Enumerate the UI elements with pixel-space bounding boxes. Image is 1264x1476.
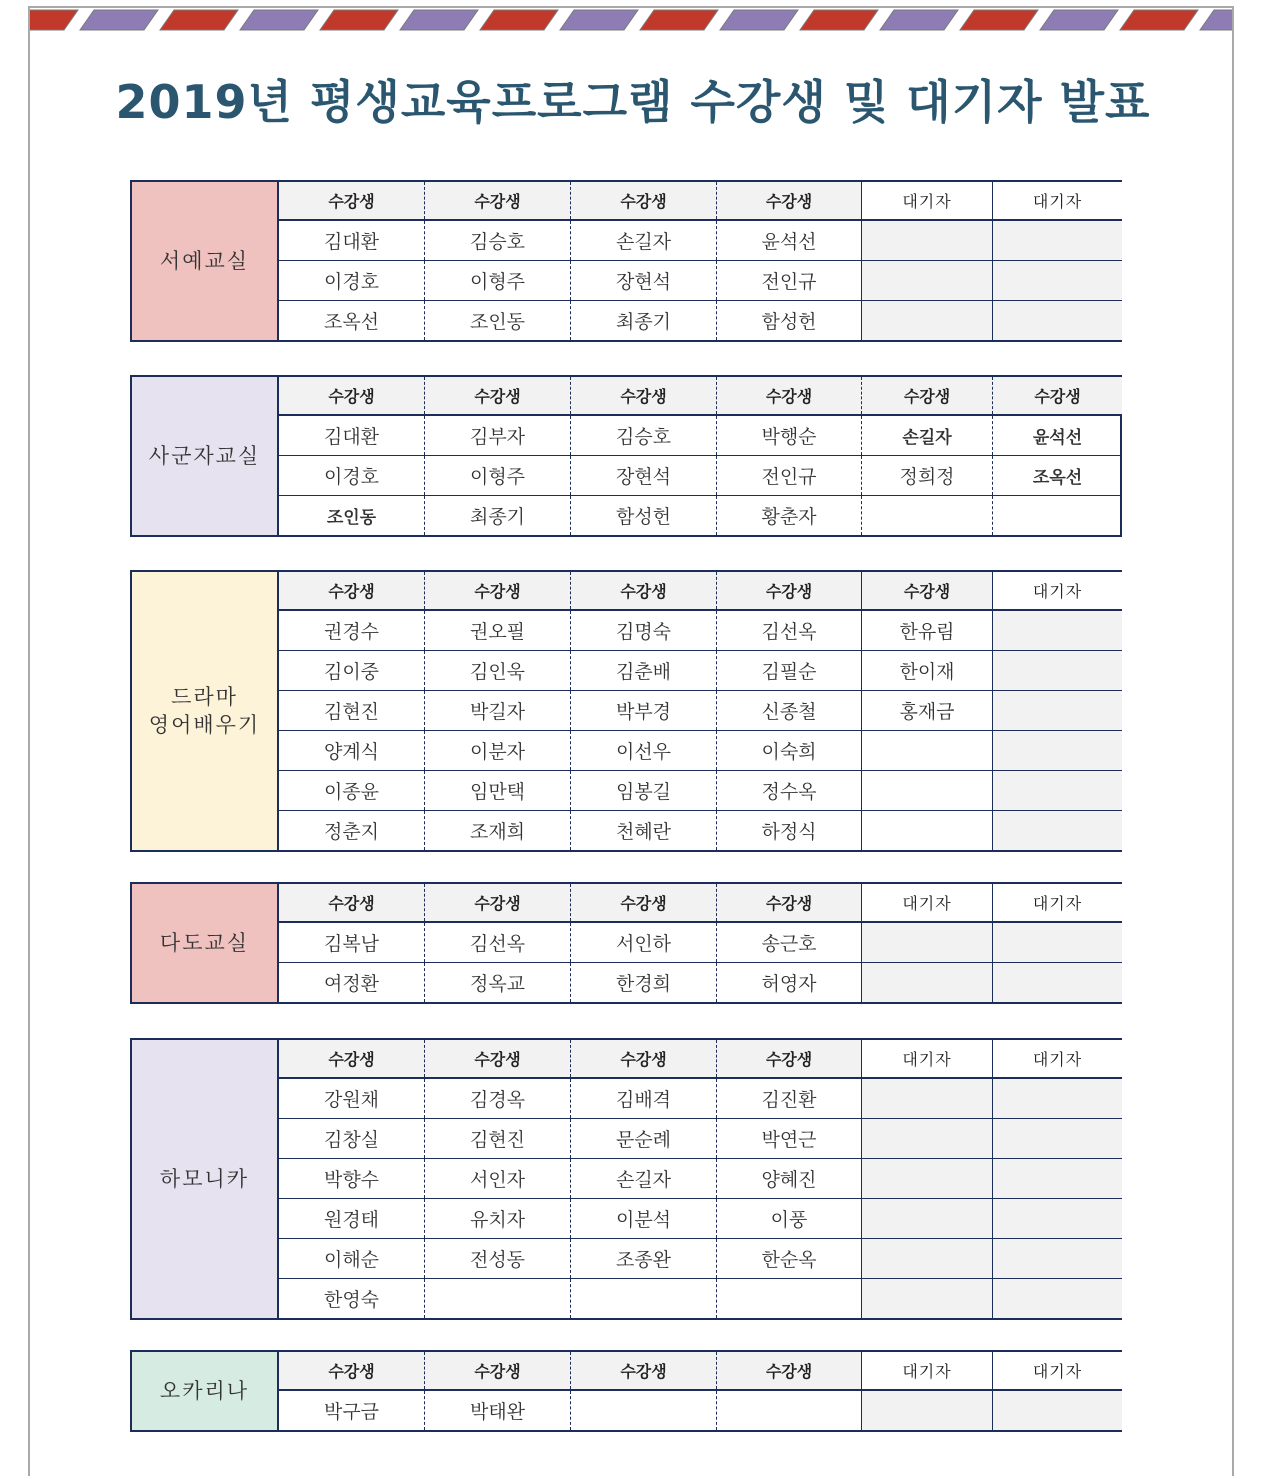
student-name-cell: 장현석 <box>571 456 717 495</box>
student-name-cell <box>862 811 993 850</box>
student-name-cell: 하정식 <box>717 811 862 850</box>
waitlist-column-header: 대기자 <box>862 1040 993 1077</box>
waitlist-cell <box>993 1119 1122 1158</box>
student-column-header: 수강생 <box>279 1352 425 1389</box>
student-column-header: 수강생 <box>425 182 571 219</box>
student-column-header: 수강생 <box>571 1352 717 1389</box>
student-name-cell: 윤석선 <box>1032 428 1083 448</box>
student-column-header: 수강생 <box>571 377 717 414</box>
student-name-cell: 김승호 <box>571 416 717 455</box>
student-name-cell: 김경옥 <box>425 1079 571 1118</box>
stripe-segment <box>480 10 558 30</box>
table-row <box>279 690 1122 730</box>
student-name-cell: 정옥교 <box>425 963 571 1002</box>
waitlist-cell <box>993 1279 1122 1318</box>
student-name-cell <box>425 1279 571 1318</box>
student-column-header: 수강생 <box>279 182 425 219</box>
student-name-cell: 이분자 <box>425 731 571 770</box>
waitlist-cell <box>862 1079 993 1118</box>
student-name-cell: 이숙희 <box>717 731 862 770</box>
stripe-segment <box>800 10 878 30</box>
student-name-cell: 정수옥 <box>717 771 862 810</box>
student-column-header: 수강생 <box>425 884 571 921</box>
waitlist-cell <box>862 1119 993 1158</box>
student-name-cell: 김대환 <box>279 221 425 260</box>
student-name-cell: 정춘지 <box>279 811 425 850</box>
student-column-header: 수강생 <box>571 182 717 219</box>
student-name-cell: 김배격 <box>571 1079 717 1118</box>
waitlist-cell <box>993 1079 1122 1118</box>
class-name-label: 오카리나 <box>132 1352 279 1430</box>
student-name-cell: 이형주 <box>425 456 571 495</box>
waitlist-cell <box>862 221 993 260</box>
waitlist-cell <box>993 811 1122 850</box>
table-row <box>279 650 1122 690</box>
student-column-header: 수강생 <box>862 377 993 414</box>
waitlist-cell <box>993 261 1122 300</box>
stripe-segment <box>30 10 78 30</box>
student-name-cell: 이경호 <box>279 456 425 495</box>
stripe-segment <box>400 10 478 30</box>
student-name-cell: 김인욱 <box>425 651 571 690</box>
waitlist-cell <box>993 963 1122 1002</box>
waitlist-column-header: 대기자 <box>993 1352 1122 1389</box>
student-name-cell: 김승호 <box>425 221 571 260</box>
student-name-cell: 김명숙 <box>571 611 717 650</box>
stripe-segment <box>880 10 958 30</box>
student-name-cell: 장현석 <box>571 261 717 300</box>
student-name-cell <box>717 1279 862 1318</box>
student-name-cell: 전성동 <box>425 1239 571 1278</box>
student-name-cell: 최종기 <box>425 496 571 535</box>
student-name-cell: 김현진 <box>279 691 425 730</box>
class-name-label: 다도교실 <box>132 884 279 1002</box>
student-column-header: 수강생 <box>279 1040 425 1077</box>
table-row <box>279 770 1122 810</box>
student-column-header: 수강생 <box>279 884 425 921</box>
student-name-cell: 전인규 <box>717 261 862 300</box>
student-name-cell: 한경희 <box>571 963 717 1002</box>
student-name-cell: 박길자 <box>425 691 571 730</box>
student-name-cell: 조옥선 <box>279 301 425 340</box>
student-name-cell: 이선우 <box>571 731 717 770</box>
student-name-cell: 한유림 <box>862 611 993 650</box>
waitlist-column-header: 대기자 <box>993 572 1122 609</box>
student-column-header: 수강생 <box>425 572 571 609</box>
stripe-segment <box>560 10 638 30</box>
waitlist-cell <box>993 691 1122 730</box>
student-name-cell: 한이재 <box>862 651 993 690</box>
student-name-cell: 김부자 <box>425 416 571 455</box>
class-table-section <box>130 1350 1122 1432</box>
student-name-cell: 유치자 <box>425 1199 571 1238</box>
student-name-cell: 이경호 <box>279 261 425 300</box>
student-column-header: 수강생 <box>425 1040 571 1077</box>
stripe-segment <box>1040 10 1118 30</box>
student-column-header: 수강생 <box>279 572 425 609</box>
table-row <box>279 730 1122 770</box>
student-name-cell: 김복남 <box>279 923 425 962</box>
student-name-cell <box>571 1279 717 1318</box>
student-name-cell: 조인동 <box>279 496 425 535</box>
waitlist-cell <box>862 301 993 340</box>
stripe-segment <box>240 10 318 30</box>
table-row <box>279 611 1122 650</box>
student-name-cell <box>993 496 1122 535</box>
student-name-cell: 김진환 <box>717 1079 862 1118</box>
waitlist-column-header: 대기자 <box>862 182 993 219</box>
student-name-cell: 손길자 <box>862 416 993 455</box>
student-column-header: 수강생 <box>1034 387 1081 406</box>
table-header-row <box>279 572 1122 611</box>
waitlist-cell <box>993 923 1122 962</box>
waitlist-cell <box>862 1199 993 1238</box>
student-name-cell: 조옥선 <box>1032 468 1083 488</box>
class-name-label: 드라마 영어배우기 <box>132 572 279 850</box>
table-row <box>279 455 1122 495</box>
student-column-header: 수강생 <box>425 377 571 414</box>
document-page <box>28 6 1234 1476</box>
student-name-cell: 손길자 <box>571 221 717 260</box>
student-name-cell <box>717 1391 862 1430</box>
waitlist-cell <box>862 1279 993 1318</box>
class-name-label: 서예교실 <box>132 182 279 340</box>
student-name-cell: 손길자 <box>571 1159 717 1198</box>
student-name-cell: 박부경 <box>571 691 717 730</box>
student-name-cell: 김대환 <box>279 416 425 455</box>
waitlist-cell <box>993 1239 1122 1278</box>
table-row <box>279 260 1122 300</box>
student-name-cell: 한순옥 <box>717 1239 862 1278</box>
student-column-header: 수강생 <box>717 572 862 609</box>
waitlist-cell <box>993 1199 1122 1238</box>
student-column-header: 수강생 <box>717 884 862 921</box>
student-name-cell: 조종완 <box>571 1239 717 1278</box>
student-name-cell: 함성헌 <box>571 496 717 535</box>
waitlist-cell <box>993 1159 1122 1198</box>
student-name-cell: 박연근 <box>717 1119 862 1158</box>
class-name-label: 사군자교실 <box>132 377 279 535</box>
student-name-cell: 박태완 <box>425 1391 571 1430</box>
student-name-cell: 박향수 <box>279 1159 425 1198</box>
student-name-cell: 임만택 <box>425 771 571 810</box>
student-name-cell: 허영자 <box>717 963 862 1002</box>
waitlist-column-header: 대기자 <box>862 1352 993 1389</box>
waitlist-cell <box>993 1391 1122 1430</box>
stripe-segment <box>640 10 718 30</box>
student-name-cell: 이풍 <box>717 1199 862 1238</box>
student-name-cell <box>862 731 993 770</box>
student-name-cell: 김선옥 <box>425 923 571 962</box>
student-name-cell: 임봉길 <box>571 771 717 810</box>
waitlist-cell <box>993 221 1122 260</box>
student-column-header: 수강생 <box>571 884 717 921</box>
student-name-cell: 권오필 <box>425 611 571 650</box>
table-row <box>279 1198 1122 1238</box>
waitlist-cell <box>993 771 1122 810</box>
waitlist-cell <box>862 923 993 962</box>
page-title: 2019년 평생교육프로그램 수강생 및 대기자 발표 <box>115 75 1151 129</box>
student-name-cell: 윤석선 <box>717 221 862 260</box>
stripe-segment <box>80 10 158 30</box>
student-column-header: 수강생 <box>571 572 717 609</box>
student-name-cell: 원경태 <box>279 1199 425 1238</box>
table-row <box>279 495 1122 535</box>
class-name-label: 하모니카 <box>132 1040 279 1318</box>
table-header-row <box>279 1040 1122 1079</box>
table-row <box>279 1079 1122 1118</box>
table-row <box>279 416 1122 455</box>
student-name-cell: 이해순 <box>279 1239 425 1278</box>
student-column-header: 수강생 <box>862 572 993 609</box>
student-name-cell: 김현진 <box>425 1119 571 1158</box>
student-name-cell: 서인하 <box>571 923 717 962</box>
airmail-border-stripe <box>30 8 1234 34</box>
waitlist-cell <box>862 1159 993 1198</box>
waitlist-cell <box>862 963 993 1002</box>
class-table-section <box>130 570 1122 852</box>
stripe-segment <box>1200 10 1234 30</box>
class-table-section <box>130 1038 1122 1320</box>
table-row <box>279 1238 1122 1278</box>
student-name-cell <box>862 496 993 535</box>
student-name-cell: 박행순 <box>717 416 862 455</box>
student-column-header: 수강생 <box>717 182 862 219</box>
table-header-row <box>279 377 1122 416</box>
student-name-cell <box>862 771 993 810</box>
student-name-cell: 함성헌 <box>717 301 862 340</box>
student-name-cell: 송근호 <box>717 923 862 962</box>
table-row <box>279 1118 1122 1158</box>
student-column-header: 수강생 <box>425 1352 571 1389</box>
table-row <box>279 810 1122 850</box>
stripe-segment <box>720 10 798 30</box>
waitlist-column-header: 대기자 <box>993 1040 1122 1077</box>
student-name-cell: 문순례 <box>571 1119 717 1158</box>
stripe-segment <box>160 10 238 30</box>
student-name-cell: 최종기 <box>571 301 717 340</box>
student-name-cell: 김선옥 <box>717 611 862 650</box>
waitlist-cell <box>862 1239 993 1278</box>
table-row <box>279 962 1122 1002</box>
student-name-cell: 김필순 <box>717 651 862 690</box>
waitlist-cell <box>993 611 1122 650</box>
table-row <box>279 300 1122 340</box>
student-name-cell: 이형주 <box>425 261 571 300</box>
class-table-section <box>130 375 1122 537</box>
waitlist-cell <box>862 261 993 300</box>
student-column-header: 수강생 <box>717 1040 862 1077</box>
waitlist-column-header: 대기자 <box>993 884 1122 921</box>
table-row <box>279 1391 1122 1430</box>
student-name-cell: 권경수 <box>279 611 425 650</box>
table-row <box>279 1278 1122 1318</box>
student-name-cell: 김이중 <box>279 651 425 690</box>
student-name-cell: 김춘배 <box>571 651 717 690</box>
waitlist-cell <box>993 301 1122 340</box>
stripe-segment <box>320 10 398 30</box>
waitlist-cell <box>993 731 1122 770</box>
student-name-cell: 이종윤 <box>279 771 425 810</box>
student-name-cell: 강원채 <box>279 1079 425 1118</box>
student-name-cell: 홍재금 <box>862 691 993 730</box>
student-column-header: 수강생 <box>571 1040 717 1077</box>
class-table-section <box>130 180 1122 342</box>
table-row <box>279 1158 1122 1198</box>
table-header-row <box>279 884 1122 923</box>
student-name-cell: 전인규 <box>717 456 862 495</box>
table-header-row <box>279 182 1122 221</box>
stripe-segment <box>1120 10 1198 30</box>
student-name-cell: 조인동 <box>425 301 571 340</box>
table-header-row <box>279 1352 1122 1391</box>
waitlist-cell <box>993 651 1122 690</box>
student-name-cell: 황춘자 <box>717 496 862 535</box>
table-row <box>279 923 1122 962</box>
class-table-section <box>130 882 1122 1004</box>
waitlist-column-header: 대기자 <box>862 884 993 921</box>
student-name-cell: 조재희 <box>425 811 571 850</box>
student-name-cell <box>571 1391 717 1430</box>
waitlist-column-header: 대기자 <box>993 182 1122 219</box>
waitlist-cell <box>862 1391 993 1430</box>
table-row <box>279 221 1122 260</box>
student-name-cell: 여정환 <box>279 963 425 1002</box>
student-name-cell: 서인자 <box>425 1159 571 1198</box>
student-name-cell: 천혜란 <box>571 811 717 850</box>
student-name-cell: 양혜진 <box>717 1159 862 1198</box>
student-name-cell: 한영숙 <box>279 1279 425 1318</box>
student-name-cell: 박구금 <box>279 1391 425 1430</box>
student-name-cell: 김창실 <box>279 1119 425 1158</box>
student-name-cell: 양계식 <box>279 731 425 770</box>
student-column-header: 수강생 <box>279 377 425 414</box>
student-column-header: 수강생 <box>717 1352 862 1389</box>
student-name-cell: 정희정 <box>862 456 993 495</box>
student-column-header: 수강생 <box>717 377 862 414</box>
student-name-cell: 신종철 <box>717 691 862 730</box>
stripe-segment <box>960 10 1038 30</box>
student-name-cell: 이분석 <box>571 1199 717 1238</box>
